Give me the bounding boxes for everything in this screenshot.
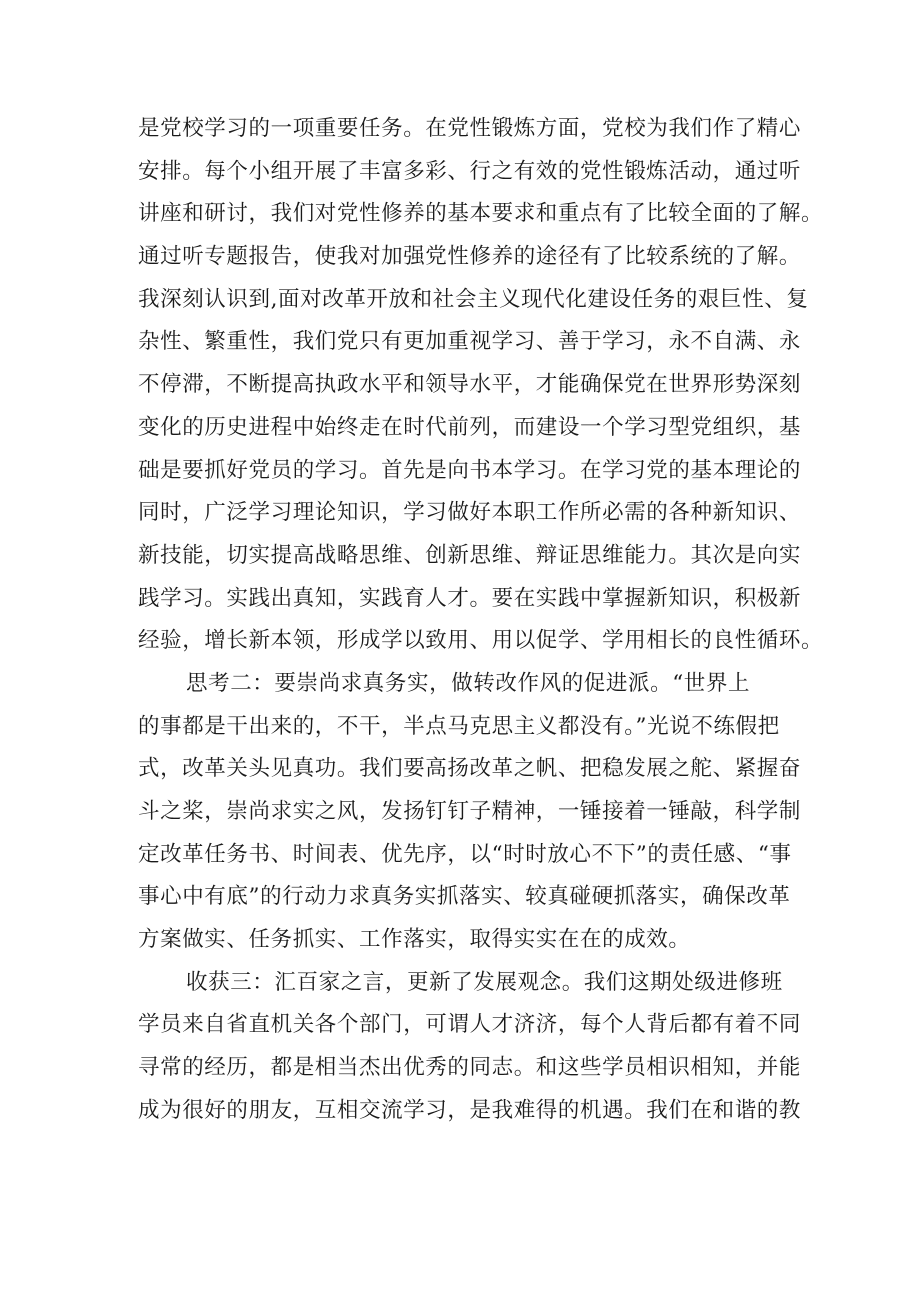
text-line: 斗之桨，崇尚求实之风，发扬钉钉子精神，一锤接着一锤敲，科学制: [138, 799, 802, 824]
text-line: 讲座和研讨，我们对党性修养的基本要求和重点有了比较全面的了解。: [138, 201, 824, 227]
text-line: 是党校学习的一项重要任务。在党性锻炼方面，党校为我们作了精心: [138, 116, 802, 141]
paragraph-gain-three: [138, 962, 802, 1133]
text-line: 方案做实、任务抓实、工作落实，取得实实在在的成效。: [138, 927, 691, 953]
text-line: 学员来自省直机关各个部门，可谓人才济济，每个人背后都有着不同: [138, 1012, 802, 1038]
text-line: 杂性、繁重性，我们党只有更加重视学习、善于学习，永不自满、永: [138, 329, 802, 355]
text-line: 础是要抓好党员的学习。首先是向书本学习。在学习党的基本理论的: [138, 457, 802, 483]
paragraph-heading-line: 思考二：要崇尚求真务实，做转改作风的促进派。“世界上: [186, 670, 751, 696]
text-line: 的事都是干出来的，不干，半点马克思主义都没有。”光说不练假把: [138, 713, 780, 739]
text-line: 寻常的经历，都是相当杰出优秀的同志。和这些学员相识相知，并能: [138, 1055, 802, 1081]
text-line: 践学习。实践出真知，实践育人才。要在实践中掌握新知识，积极新: [138, 585, 802, 611]
text-line: 定改革任务书、时间表、优先序，以“时时放心不下”的责任感、“事: [138, 841, 792, 867]
text-line: 我深刻认识到,面对改革开放和社会主义现代化建设任务的艰巨性、复: [138, 286, 809, 312]
text-line: 事心中有底”的行动力求真务实抓落实、较真碰硬抓落实，确保改革: [138, 884, 791, 910]
text-line: 经验，增长新本领，形成学以致用、用以促学、学用相长的良性循环。: [138, 628, 824, 654]
text-line: 同时，广泛学习理论知识，学习做好本职工作所必需的各种新知识、: [138, 500, 802, 526]
text-line: 变化的历史进程中始终走在时代前列，而建设一个学习型党组织，基: [138, 414, 802, 440]
text-line: 通过听专题报告，使我对加强党性修养的途径有了比较系统的了解。: [138, 244, 802, 270]
text-line: 安排。每个小组开展了丰富多彩、行之有效的党性锻炼活动，通过听: [138, 158, 802, 184]
text-line: 不停滞，不断提高执政水平和领导水平，才能确保党在世界形势深刻: [138, 372, 802, 398]
text-line: 新技能，切实提高战略思维、创新思维、辩证思维能力。其次是向实: [138, 542, 802, 568]
document-body: [138, 108, 824, 1133]
paragraph-study-learning: [138, 108, 824, 663]
paragraph-heading-line: 收获三：汇百家之言，更新了发展观念。我们这期处级进修班: [186, 969, 783, 995]
paragraph-thinking-two: [138, 663, 802, 962]
text-line: 成为很好的朋友，互相交流学习，是我难得的机遇。我们在和谐的教: [138, 1097, 802, 1123]
text-line: 式，改革关头见真功。我们要高扬改革之帆、把稳发展之舵、紧握奋: [138, 756, 802, 782]
